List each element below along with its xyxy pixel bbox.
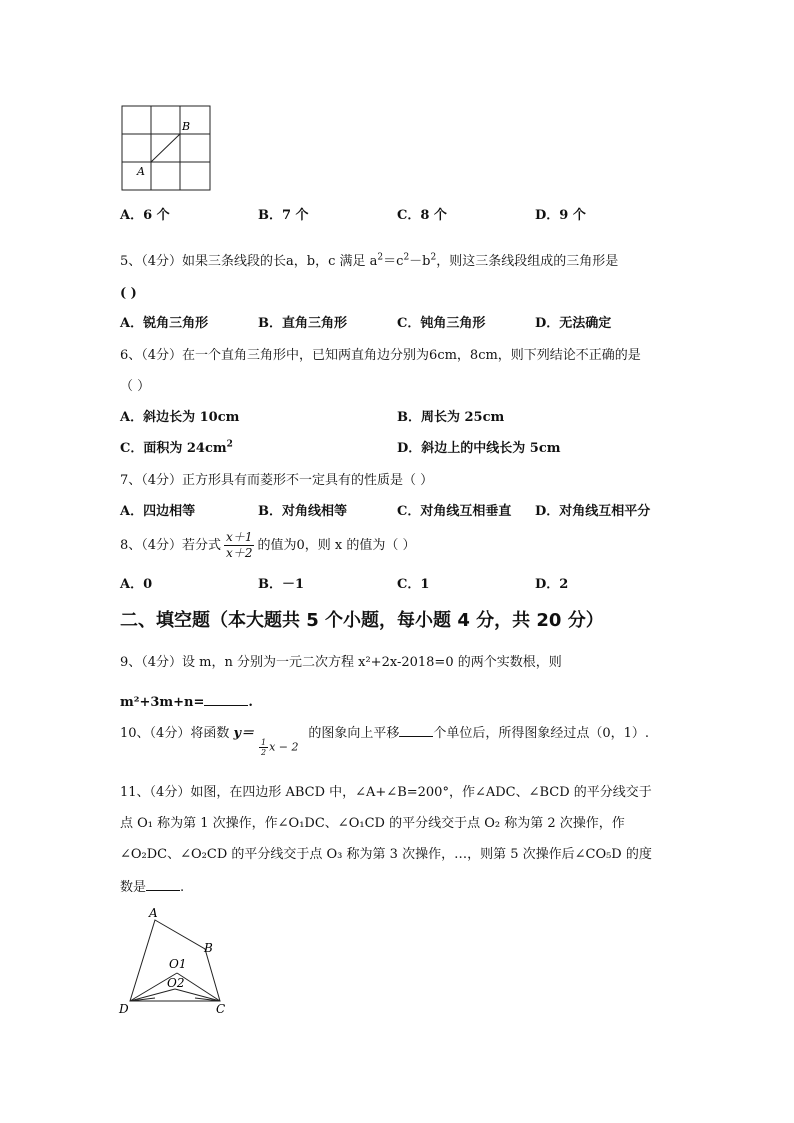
q4-option-c: C．8 个: [397, 208, 447, 223]
section-2-title: 二、填空题（本大题共 5 个小题，每小题 4 分，共 20 分）: [120, 610, 604, 631]
quad-label-b: B: [204, 941, 213, 955]
q6-paren: （ ）: [120, 379, 151, 394]
q10-expression: $\frac{1}{2}$ x − 2: [261, 738, 299, 757]
q8-option-d: D．2: [535, 577, 569, 592]
grid-figure: [118, 100, 218, 196]
q6-option-b: B．周长为 25cm: [397, 410, 505, 425]
q9-answer-line: m²+3m+n= .: [120, 695, 253, 710]
q4-option-a: A．6 个: [120, 208, 170, 223]
quad-label-o1: O1: [169, 957, 187, 971]
q11-line-4: 数是 .: [120, 880, 185, 895]
q7-option-c: C．对角线互相垂直: [397, 504, 512, 519]
q7-option-b: B．对角线相等: [258, 504, 347, 519]
q5-paren: ( ): [120, 286, 137, 301]
q8-question: 8、（4分）若分式 $\frac{x+1}{x+2}$ 的值为0，则 x 的值为（ ）: [120, 530, 416, 560]
q11-line-1: 11、（4分）如图，在四边形 ABCD 中，∠A+∠B=200°，作∠ADC、∠BCD 的平分线交于: [120, 785, 652, 800]
q10-question: 10、（4分）将函数 y＝ 的图象向上平移 个单位后，所得图象经过点（0，1）.: [120, 726, 650, 741]
grid-label-a: A: [137, 165, 145, 178]
q11-line-3: ∠O₂DC、∠O₂CD 的平分线交于点 O₃ 称为第 3 次操作，…，则第 5 次操作后∠CO₅D 的度: [120, 847, 652, 862]
q6-option-c: C．面积为 $24cm^2$: [120, 439, 233, 456]
q8-option-c: C．1: [397, 577, 430, 592]
q5-option-d: D．无法确定: [535, 316, 612, 331]
q5-option-a: A．锐角三角形: [120, 316, 209, 331]
q6-option-d: D．斜边上的中线长为 5cm: [397, 441, 561, 456]
q11-answer-blank[interactable]: [146, 878, 180, 891]
q5-question: 5、（4分）如果三条线段的长a，b，c 满足 $a^2=c^2-b^2$，则这三条线段组成的三角形是: [120, 252, 619, 269]
grid-label-b: B: [182, 120, 191, 133]
q7-question: 7、（4分）正方形具有而菱形不一定具有的性质是（ ）: [120, 473, 434, 488]
quad-label-a: A: [149, 906, 158, 920]
q10-answer-blank[interactable]: [399, 724, 433, 737]
q7-option-a: A．四边相等: [120, 504, 196, 519]
q9-answer-blank[interactable]: [204, 693, 248, 706]
q5-number: 5、（4分）: [120, 254, 183, 269]
quadrilateral-figure: [115, 905, 245, 1020]
q7-option-d: D．对角线互相平分: [535, 504, 651, 519]
q6-question: 6、（4分）在一个直角三角形中，已知两直角边分别为6cm，8cm，则下列结论不正确的是: [120, 348, 641, 363]
quad-label-c: C: [216, 1002, 226, 1016]
q4-option-d: D．9 个: [535, 208, 586, 223]
q11-line-2: 点 O₁ 称为第 1 次操作，作∠O₁DC、∠O₁CD 的平分线交于点 O₂ 称为第 2 次操作，作: [120, 816, 625, 831]
q6-option-a: A．斜边长为 10cm: [120, 410, 240, 425]
quad-label-d: D: [119, 1002, 129, 1016]
q5-option-b: B．直角三角形: [258, 316, 347, 331]
q9-question: 9、（4分）设 m，n 分别为一元二次方程 x²+2x-2018=0 的两个实数根，则: [120, 655, 562, 670]
q5-option-c: C．钝角三角形: [397, 316, 486, 331]
q8-option-a: A．0: [120, 577, 153, 592]
q8-fraction: $\frac{x+1}{x+2}$: [226, 530, 253, 560]
quad-label-o2: O2: [167, 976, 185, 990]
segment-ab: [151, 134, 180, 162]
q4-option-b: B．7 个: [258, 208, 309, 223]
q8-option-b: B．－1: [258, 577, 305, 592]
